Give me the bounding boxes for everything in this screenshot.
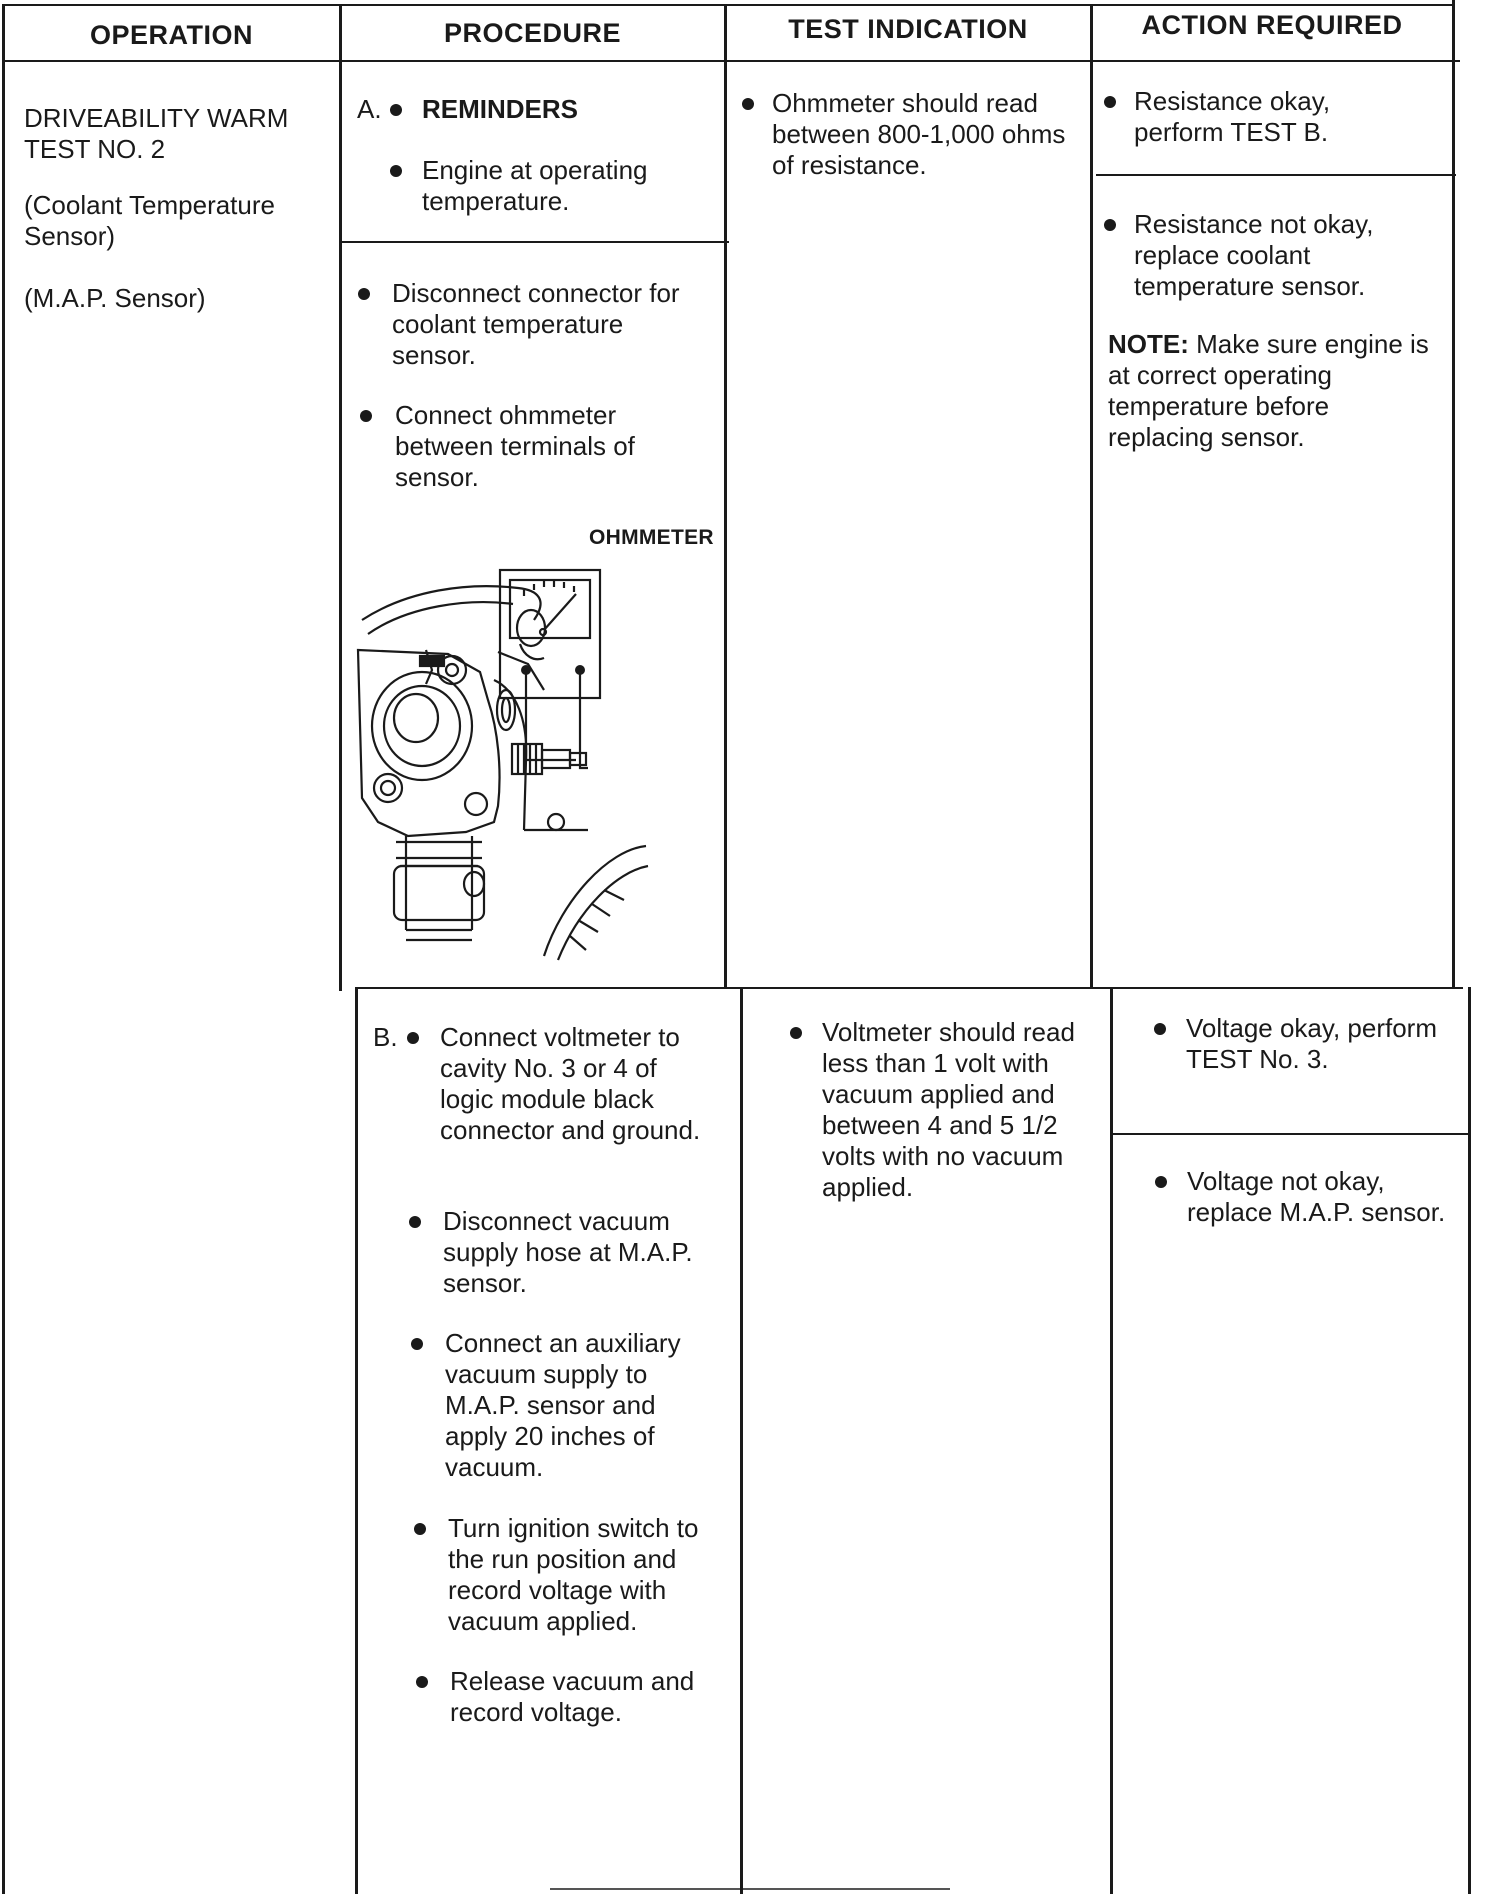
action-a-divider bbox=[1096, 174, 1456, 176]
procedure-a-step bbox=[358, 278, 708, 371]
left-border bbox=[2, 4, 5, 1894]
bullet-icon bbox=[390, 104, 402, 116]
operation-coolant-sensor: (Coolant Temperature Sensor) bbox=[24, 190, 275, 251]
procedure-b-step bbox=[407, 1022, 717, 1146]
bullet-icon bbox=[790, 1027, 802, 1039]
bullet-icon bbox=[1104, 96, 1116, 108]
test-a-indication-text: Ohmmeter should read between 800-1,000 ohms of resistance. bbox=[772, 88, 1066, 180]
bullet-icon bbox=[409, 1216, 421, 1228]
test-b-letter: B. bbox=[373, 1022, 398, 1052]
procedure-b-step bbox=[414, 1513, 724, 1637]
right-border bbox=[1452, 0, 1455, 987]
operation-title: DRIVEABILITY WARM TEST NO. 2 bbox=[24, 103, 289, 164]
bullet-icon bbox=[360, 410, 372, 422]
test-a-indication bbox=[742, 88, 1072, 181]
procedure-b-step bbox=[409, 1206, 719, 1299]
action-b-not-ok bbox=[1155, 1166, 1455, 1228]
bullet-icon bbox=[407, 1032, 419, 1044]
right-border-b bbox=[1468, 987, 1471, 1894]
col-test-right bbox=[1090, 4, 1093, 988]
bullet-icon bbox=[1104, 219, 1116, 231]
header-bottom-border bbox=[4, 60, 1460, 62]
col-procedure-b-left bbox=[355, 987, 358, 1894]
action-a-not-ok-text: Resistance not okay, replace coolant temperature sensor. bbox=[1134, 209, 1374, 301]
table-bottom-border bbox=[550, 1888, 950, 1890]
procedure-b-step-text: Turn ignition switch to the run position and record voltage with vacuum applied. bbox=[448, 1513, 699, 1636]
col-action-b-left bbox=[1110, 987, 1113, 1894]
procedure-a-divider bbox=[339, 241, 729, 243]
table-top-border bbox=[2, 4, 1454, 6]
header-action-required: ACTION REQUIRED bbox=[1141, 10, 1403, 40]
bullet-icon bbox=[1155, 1176, 1167, 1188]
header-operation: OPERATION bbox=[89, 20, 253, 50]
procedure-b-step-text: Connect an auxiliary vacuum supply to M.A.P. sensor and apply 20 inches of vacuum. bbox=[445, 1328, 681, 1482]
ohmmeter-label: OHMMETER bbox=[589, 526, 714, 549]
reminder-text: Engine at operating temperature. bbox=[422, 155, 648, 216]
bullet-icon bbox=[742, 98, 754, 110]
col-test-b-left bbox=[740, 987, 743, 1894]
procedure-a-step-text: Connect ohmmeter between terminals of sensor. bbox=[395, 400, 635, 492]
note-label: NOTE: bbox=[1108, 329, 1189, 359]
procedure-a-step bbox=[360, 400, 700, 493]
operation-map-sensor: (M.A.P. Sensor) bbox=[24, 283, 206, 313]
procedure-b-step-text: Connect voltmeter to cavity No. 3 or 4 of logic module black connector and ground. bbox=[440, 1022, 701, 1145]
test-b-indication-text: Voltmeter should read less than 1 volt with vacuum applied and between 4 and 5 1/2 volts with no vacuum applied. bbox=[822, 1017, 1075, 1202]
action-a-note bbox=[1108, 329, 1438, 453]
section-a-bottom-border bbox=[355, 987, 1463, 989]
reminders-heading bbox=[390, 94, 710, 125]
action-b-ok-text: Voltage okay, perform TEST No. 3. bbox=[1186, 1013, 1437, 1074]
action-b-ok bbox=[1154, 1013, 1454, 1075]
reminders-label: REMINDERS bbox=[422, 94, 579, 124]
test-b-indication bbox=[790, 1017, 1090, 1203]
bullet-icon bbox=[390, 165, 402, 177]
action-b-not-ok-text: Voltage not okay, replace M.A.P. sensor. bbox=[1187, 1166, 1446, 1227]
note-text: Make sure engine is at correct operating temperature before replacing sensor. bbox=[1108, 329, 1429, 452]
bullet-icon bbox=[411, 1338, 423, 1350]
procedure-b-step bbox=[416, 1666, 726, 1728]
action-a-ok bbox=[1104, 86, 1444, 148]
col-procedure-right bbox=[724, 4, 727, 988]
bullet-icon bbox=[416, 1676, 428, 1688]
header-procedure: PROCEDURE bbox=[443, 18, 622, 48]
ohmmeter-sensor-illustration bbox=[348, 560, 720, 966]
procedure-b-step-text: Disconnect vacuum supply hose at M.A.P. sensor. bbox=[443, 1206, 693, 1298]
col-operation-right bbox=[339, 4, 342, 991]
bullet-icon bbox=[414, 1523, 426, 1535]
test-a-letter: A. bbox=[357, 94, 382, 124]
reminder-item bbox=[390, 155, 690, 217]
procedure-a-step-text: Disconnect connector for coolant temperature sensor. bbox=[392, 278, 680, 370]
bullet-icon bbox=[1154, 1023, 1166, 1035]
bullet-icon bbox=[358, 288, 370, 300]
header-test-indication: TEST INDICATION bbox=[788, 14, 1028, 44]
procedure-b-step-text: Release vacuum and record voltage. bbox=[450, 1666, 695, 1727]
action-a-not-ok bbox=[1104, 209, 1444, 302]
action-a-ok-text: Resistance okay, perform TEST B. bbox=[1134, 86, 1331, 147]
action-b-divider bbox=[1112, 1133, 1470, 1135]
procedure-b-step bbox=[411, 1328, 721, 1483]
